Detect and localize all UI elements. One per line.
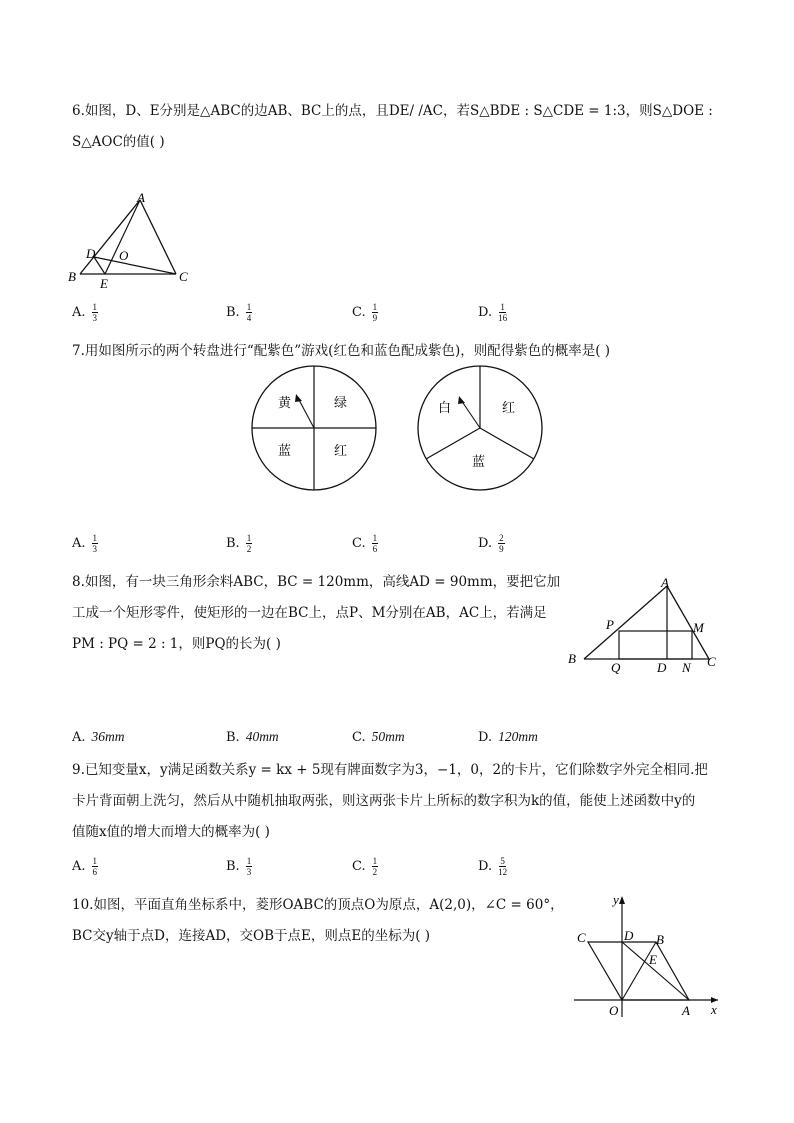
q8-label-B: B bbox=[568, 651, 576, 666]
fraction: $\frac{5}{12}$ bbox=[498, 856, 508, 877]
q6-label-O: O bbox=[119, 248, 129, 263]
q8-label-A: A bbox=[661, 575, 669, 590]
q8-option-b[interactable]: B. 40mm bbox=[226, 729, 279, 745]
spinner2-blue: 蓝 bbox=[472, 455, 486, 470]
fraction: $\frac{1}{3}$ bbox=[92, 533, 98, 554]
q6-label-D: D bbox=[86, 246, 96, 261]
q7-option-c[interactable]: C. $\frac{1}{6}$ bbox=[352, 533, 378, 554]
fraction: $\frac{1}{9}$ bbox=[372, 302, 378, 323]
q10-label-A: A bbox=[682, 1003, 690, 1018]
q10-label-x: x bbox=[711, 1002, 717, 1017]
q7-option-d[interactable]: D. $\frac{2}{9}$ bbox=[478, 533, 504, 554]
q8-line1: 8.如图，有一块三角形余料ABC，BC = 120mm，高线AD = 90mm，要把它加 bbox=[72, 574, 561, 590]
q10-line1: 10.如图，平面直角坐标系中，菱形OABC的顶点O为原点，A(2,0)，∠C = 60°， bbox=[72, 897, 564, 913]
q6-option-c[interactable]: C. $\frac{1}{9}$ bbox=[352, 302, 378, 323]
q6-option-b[interactable]: B. $\frac{1}{4}$ bbox=[226, 302, 252, 323]
spinner1-red: 红 bbox=[334, 444, 348, 459]
q9-option-a[interactable]: A. $\frac{1}{6}$ bbox=[72, 856, 98, 877]
q8-option-a[interactable]: A. 36mm bbox=[72, 729, 125, 745]
spinner2-white: 白 bbox=[438, 401, 452, 416]
q8-option-d[interactable]: D. 120mm bbox=[478, 729, 538, 745]
q8-label-D: D bbox=[657, 660, 667, 675]
spinner2-red: 红 bbox=[502, 401, 516, 416]
q8-label-C: C bbox=[707, 654, 716, 669]
q8-label-N: N bbox=[682, 660, 691, 675]
q6-line1: 6.如图，D、E分别是△ABC的边AB、BC上的点，且DE/ /AC，若S△BDE : S△CDE = 1:3，则S△DOE : bbox=[72, 103, 713, 119]
q8-option-c[interactable]: C. 50mm bbox=[352, 729, 405, 745]
q8-label-P: P bbox=[606, 617, 614, 632]
q7-option-a[interactable]: A. $\frac{1}{3}$ bbox=[72, 533, 98, 554]
q8-label-M: M bbox=[693, 620, 704, 635]
q10-label-D: D bbox=[624, 928, 634, 943]
spinner1-yellow: 黄 bbox=[278, 396, 292, 411]
fraction: $\frac{1}{2}$ bbox=[372, 856, 378, 877]
q9-line1: 9.已知变量x，y满足函数关系y = kx + 5现有牌面数字为3，−1，0，2的卡片，它们除数字外完全相同.把 bbox=[72, 762, 708, 778]
q10-line2: BC交y轴于点D，连接AD，交OB于点E，则点E的坐标为( ) bbox=[72, 928, 431, 944]
q9-option-d[interactable]: D. $\frac{5}{12}$ bbox=[478, 856, 508, 877]
q7-option-b[interactable]: B. $\frac{1}{2}$ bbox=[226, 533, 252, 554]
spinner-2 bbox=[418, 366, 542, 490]
q6-label-C: C bbox=[179, 269, 188, 284]
fraction: $\frac{1}{16}$ bbox=[498, 302, 508, 323]
q6-label-E: E bbox=[100, 276, 108, 290]
q9-option-c[interactable]: C. $\frac{1}{2}$ bbox=[352, 856, 378, 877]
fraction: $\frac{1}{4}$ bbox=[246, 302, 252, 323]
fraction: $\frac{1}{3}$ bbox=[246, 856, 252, 877]
q10-label-O: O bbox=[609, 1003, 619, 1018]
q9-line2: 卡片背面朝上洗匀，然后从中随机抽取两张，则这两张卡片上所标的数字积为k的值，能使上述函数中y的 bbox=[72, 793, 696, 809]
q8-line2: 工成一个矩形零件，使矩形的一边在BC上，点P、M分别在AB，AC上，若满足 bbox=[72, 605, 547, 621]
fraction: $\frac{1}{3}$ bbox=[92, 302, 98, 323]
q7-spinners-figure bbox=[248, 364, 548, 494]
q8-label-Q: Q bbox=[611, 660, 621, 675]
fraction: $\frac{1}{6}$ bbox=[92, 856, 98, 877]
q6-label-B: B bbox=[68, 269, 76, 284]
q6-option-d[interactable]: D. $\frac{1}{16}$ bbox=[478, 302, 508, 323]
spinner1-blue: 蓝 bbox=[278, 444, 292, 459]
fraction: $\frac{1}{6}$ bbox=[372, 533, 378, 554]
q8-line3: PM : PQ = 2 : 1，则PQ的长为( ) bbox=[72, 636, 281, 652]
q10-label-E: E bbox=[649, 952, 657, 967]
spinner1-green: 绿 bbox=[334, 396, 348, 411]
q10-label-C: C bbox=[577, 930, 586, 945]
q9-option-b[interactable]: B. $\frac{1}{3}$ bbox=[226, 856, 252, 877]
q8-triangle-figure bbox=[564, 574, 724, 676]
q9-line3: 值随x值的增大而增大的概率为( ) bbox=[72, 824, 270, 840]
q6-triangle-figure bbox=[64, 190, 194, 290]
q6-line2: S△AOC的值( ) bbox=[72, 134, 165, 150]
fraction: $\frac{2}{9}$ bbox=[499, 533, 504, 554]
q10-label-B: B bbox=[656, 932, 664, 947]
spinner-1 bbox=[252, 366, 376, 490]
fraction: $\frac{1}{2}$ bbox=[246, 533, 252, 554]
q10-rhombus-figure bbox=[568, 892, 728, 1022]
q7-line1: 7.用如图所示的两个转盘进行“配紫色”游戏(红色和蓝色配成紫色)，则配得紫色的概率是( ) bbox=[72, 343, 611, 359]
q6-label-A: A bbox=[137, 190, 145, 205]
q10-label-y: y bbox=[613, 892, 619, 907]
q6-option-a[interactable]: A. $\frac{1}{3}$ bbox=[72, 302, 98, 323]
